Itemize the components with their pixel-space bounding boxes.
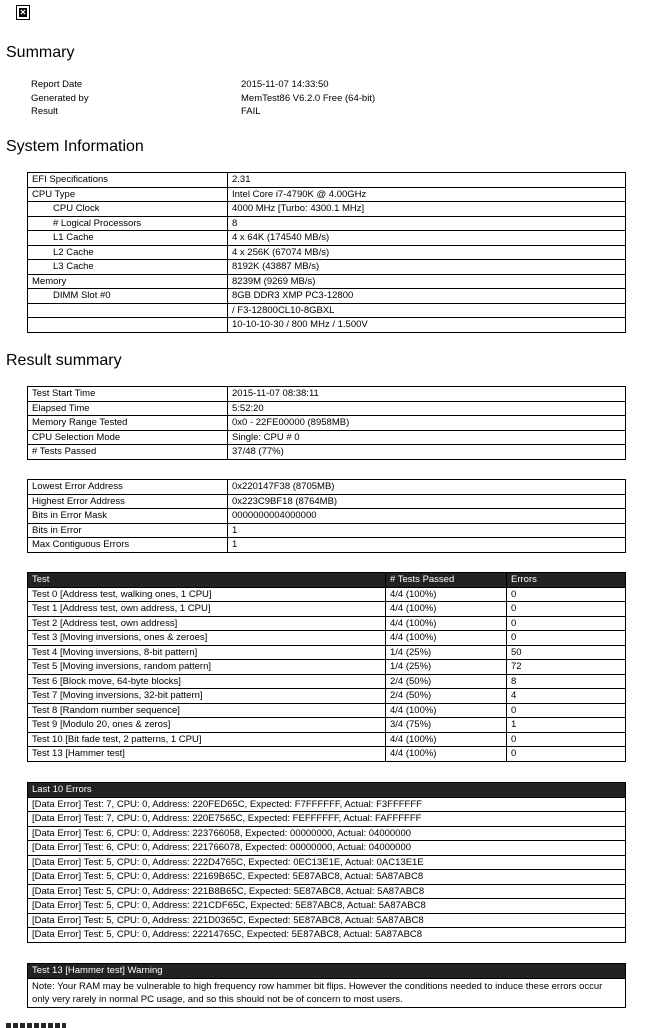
column-header-test: Test: [28, 573, 386, 588]
test-passed: 4/4 (100%): [386, 747, 507, 762]
broken-image-icon: ✕: [16, 5, 30, 20]
cell-value: 4000 MHz [Turbo: 4300.1 MHz]: [228, 202, 626, 217]
column-header-errors: Errors: [507, 573, 626, 588]
table-row: [28, 841, 626, 856]
test-errors: 0: [507, 732, 626, 747]
cell-label: Lowest Error Address: [28, 480, 228, 495]
test-errors: 0: [507, 587, 626, 602]
test-errors: 0: [507, 602, 626, 617]
summary-value: 2015-11-07 14:33:50: [241, 79, 329, 90]
table-row: [28, 387, 626, 402]
test-name: Test 4 [Moving inversions, 8-bit pattern]: [28, 645, 386, 660]
warning-text: Note: Your RAM may be vulnerable to high frequency row hammer bit flips. However the conditions needed to induce these errors occur only very rarely in normal PC usage, and so this should not be of concern to most users.: [28, 978, 626, 1007]
table-row: [28, 216, 626, 231]
cell-value: 8192K (43887 MB/s): [228, 260, 626, 275]
table-header-row: [28, 573, 626, 588]
cell-value: 1: [228, 523, 626, 538]
cell-value: 0000000004000000: [228, 509, 626, 524]
summary-row: [31, 105, 531, 119]
test-passed: 4/4 (100%): [386, 616, 507, 631]
cell-value: 37/48 (77%): [228, 445, 626, 460]
test-passed: 1/4 (25%): [386, 645, 507, 660]
table-row: [28, 509, 626, 524]
cell-value: 0x223C9BF18 (8764MB): [228, 494, 626, 509]
result-summary-table: [27, 386, 626, 460]
cell-value: 2015-11-07 08:38:11: [228, 387, 626, 402]
system-info-heading: System Information: [6, 138, 144, 155]
test-name: Test 8 [Random number sequence]: [28, 703, 386, 718]
test-name: Test 0 [Address test, walking ones, 1 CPU]: [28, 587, 386, 602]
cell-label: [28, 303, 228, 318]
test-name: Test 5 [Moving inversions, random pattern]: [28, 660, 386, 675]
table-header-row: [28, 964, 626, 979]
cell-label: L2 Cache: [28, 245, 228, 260]
summary-value: MemTest86 V6.2.0 Free (64-bit): [241, 92, 376, 104]
table-row: [28, 645, 626, 660]
table-row: [28, 445, 626, 460]
test-passed: 4/4 (100%): [386, 703, 507, 718]
table-row: [28, 913, 626, 928]
test-passed: 1/4 (25%): [386, 660, 507, 675]
test-name: Test 6 [Block move, 64-byte blocks]: [28, 674, 386, 689]
table-row: [28, 494, 626, 509]
table-row: [28, 732, 626, 747]
table-row: [28, 689, 626, 704]
cell-label: Highest Error Address: [28, 494, 228, 509]
test-errors: 0: [507, 747, 626, 762]
table-row: [28, 602, 626, 617]
table-row: [28, 245, 626, 260]
table-row: [28, 274, 626, 289]
table-row: [28, 318, 626, 333]
test-name: Test 7 [Moving inversions, 32-bit pattern]: [28, 689, 386, 704]
error-entry: [Data Error] Test: 5, CPU: 0, Address: 221D0365C, Expected: 5E87ABC8, Actual: 5A87ABC8: [28, 913, 626, 928]
table-header-row: [28, 783, 626, 798]
table-row: [28, 480, 626, 495]
test-passed: 4/4 (100%): [386, 732, 507, 747]
cell-label: DIMM Slot #0: [28, 289, 228, 304]
test-errors: 4: [507, 689, 626, 704]
cell-value: 0x0 - 22FE00000 (8958MB): [228, 416, 626, 431]
test-name: Test 2 [Address test, own address]: [28, 616, 386, 631]
cell-label: EFI Specifications: [28, 173, 228, 188]
table-row: [28, 587, 626, 602]
cell-label: Max Contiguous Errors: [28, 538, 228, 553]
cell-value: 4 x 64K (174540 MB/s): [228, 231, 626, 246]
table-row: [28, 797, 626, 812]
table-row: [28, 870, 626, 885]
table-row: [28, 616, 626, 631]
table-row: [28, 202, 626, 217]
error-address-table: [27, 479, 626, 553]
cell-value: Single: CPU # 0: [228, 430, 626, 445]
cell-label: Memory: [28, 274, 228, 289]
table-row: [28, 718, 626, 733]
cell-label: Bits in Error Mask: [28, 509, 228, 524]
table-row: [28, 631, 626, 646]
error-entry: [Data Error] Test: 6, CPU: 0, Address: 223766058, Expected: 00000000, Actual: 04000000: [28, 826, 626, 841]
table-row: [28, 289, 626, 304]
test-name: Test 10 [Bit fade test, 2 patterns, 1 CPU]: [28, 732, 386, 747]
table-row: [28, 826, 626, 841]
test-passed: 4/4 (100%): [386, 631, 507, 646]
cell-label: Test Start Time: [28, 387, 228, 402]
error-entry: [Data Error] Test: 7, CPU: 0, Address: 220FED65C, Expected: F7FFFFFF, Actual: F3FFFFFF: [28, 797, 626, 812]
test-passed: 2/4 (50%): [386, 674, 507, 689]
cell-label: L1 Cache: [28, 231, 228, 246]
error-entry: [Data Error] Test: 5, CPU: 0, Address: 22169B65C, Expected: 5E87ABC8, Actual: 5A87ABC8: [28, 870, 626, 885]
table-row: [28, 978, 626, 1007]
cell-value: / F3-12800CL10-8GBXL: [228, 303, 626, 318]
last-errors-table: [27, 782, 626, 943]
summary-row: [31, 92, 531, 106]
test-errors: 72: [507, 660, 626, 675]
warning-header: Test 13 [Hammer test] Warning: [28, 964, 626, 979]
column-header-tests-passed: # Tests Passed: [386, 573, 507, 588]
table-row: [28, 260, 626, 275]
table-row: [28, 401, 626, 416]
error-entry: [Data Error] Test: 5, CPU: 0, Address: 221B8B65C, Expected: 5E87ABC8, Actual: 5A87ABC8: [28, 884, 626, 899]
table-row: [28, 660, 626, 675]
test-name: Test 13 [Hammer test]: [28, 747, 386, 762]
table-row: [28, 173, 626, 188]
cell-label: # Tests Passed: [28, 445, 228, 460]
cell-label: # Logical Processors: [28, 216, 228, 231]
error-entry: [Data Error] Test: 5, CPU: 0, Address: 22214765C, Expected: 5E87ABC8, Actual: 5A87ABC8: [28, 928, 626, 943]
table-row: [28, 187, 626, 202]
cell-value: 4 x 256K (67074 MB/s): [228, 245, 626, 260]
table-row: [28, 928, 626, 943]
table-row: [28, 303, 626, 318]
test-passed: 2/4 (50%): [386, 689, 507, 704]
cell-value: 8GB DDR3 XMP PC3-12800: [228, 289, 626, 304]
cell-value: 0x220147F38 (8705MB): [228, 480, 626, 495]
table-row: [28, 899, 626, 914]
system-info-table: [27, 172, 626, 333]
result-summary-heading: Result summary: [6, 352, 122, 369]
cell-label: CPU Type: [28, 187, 228, 202]
table-row: [28, 416, 626, 431]
summary-value: FAIL: [241, 106, 261, 117]
cell-label: CPU Clock: [28, 202, 228, 217]
test-errors: 50: [507, 645, 626, 660]
table-row: [28, 747, 626, 762]
table-row: [28, 231, 626, 246]
last-errors-header: Last 10 Errors: [28, 783, 626, 798]
summary-list: [31, 78, 531, 119]
cell-value: 5:52:20: [228, 401, 626, 416]
error-entry: [Data Error] Test: 5, CPU: 0, Address: 222D4765C, Expected: 0EC13E1E, Actual: 0AC13E1E: [28, 855, 626, 870]
test-name: Test 1 [Address test, own address, 1 CPU]: [28, 602, 386, 617]
summary-label: Generated by: [31, 92, 89, 104]
summary-label: Result: [31, 106, 58, 117]
test-errors: 0: [507, 616, 626, 631]
test-errors: 0: [507, 631, 626, 646]
test-errors: 8: [507, 674, 626, 689]
error-entry: [Data Error] Test: 7, CPU: 0, Address: 220E7565C, Expected: FEFFFFFF, Actual: FAFFFFFF: [28, 812, 626, 827]
test-passed: 4/4 (100%): [386, 587, 507, 602]
table-row: [28, 812, 626, 827]
summary-label: Report Date: [31, 79, 83, 90]
table-row: [28, 674, 626, 689]
cell-value: 10-10-10-30 / 800 MHz / 1.500V: [228, 318, 626, 333]
cell-label: Elapsed Time: [28, 401, 228, 416]
cell-value: 8: [228, 216, 626, 231]
test-name: Test 9 [Modulo 20, ones & zeros]: [28, 718, 386, 733]
cell-label: Memory Range Tested: [28, 416, 228, 431]
summary-row: [31, 78, 531, 92]
test-errors: 1: [507, 718, 626, 733]
cell-label: CPU Selection Mode: [28, 430, 228, 445]
cell-value: 2.31: [228, 173, 626, 188]
warning-table: [27, 963, 626, 1008]
cell-value: 1: [228, 538, 626, 553]
test-passed: 3/4 (75%): [386, 718, 507, 733]
tests-table: [27, 572, 626, 762]
test-errors: 0: [507, 703, 626, 718]
summary-heading: Summary: [6, 44, 75, 61]
cell-value: Intel Core i7-4790K @ 4.00GHz: [228, 187, 626, 202]
cell-label: [28, 318, 228, 333]
error-entry: [Data Error] Test: 5, CPU: 0, Address: 221CDF65C, Expected: 5E87ABC8, Actual: 5A87ABC8: [28, 899, 626, 914]
table-row: [28, 884, 626, 899]
table-row: [28, 703, 626, 718]
cell-value: 8239M (9269 MB/s): [228, 274, 626, 289]
clipped-next-heading: [6, 1022, 86, 1028]
table-row: [28, 523, 626, 538]
test-name: Test 3 [Moving inversions, ones & zeroes]: [28, 631, 386, 646]
error-entry: [Data Error] Test: 6, CPU: 0, Address: 221766078, Expected: 00000000, Actual: 04000000: [28, 841, 626, 856]
test-passed: 4/4 (100%): [386, 602, 507, 617]
cell-label: Bits in Error: [28, 523, 228, 538]
table-row: [28, 855, 626, 870]
table-row: [28, 430, 626, 445]
table-row: [28, 538, 626, 553]
cell-label: L3 Cache: [28, 260, 228, 275]
